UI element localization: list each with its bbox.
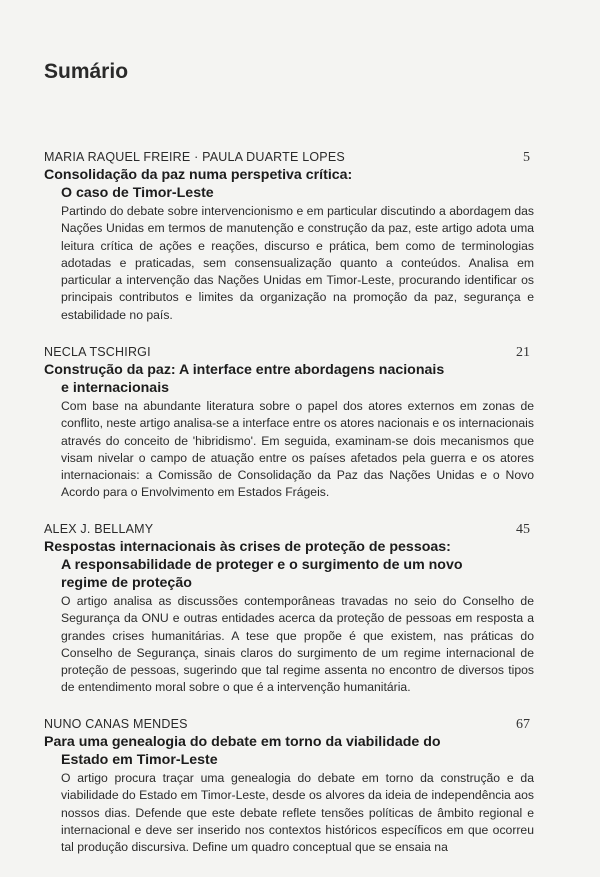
entry-authors: MARIA RAQUEL FREIRE · PAULA DUARTE LOPES — [44, 150, 345, 164]
entry-authors: NECLA TSCHIRGI — [44, 345, 151, 359]
entry-page-number[interactable]: 45 — [516, 522, 530, 537]
entry-subtitle[interactable]: O caso de Timor-Leste — [61, 185, 214, 201]
entry-subtitle[interactable]: Estado em Timor-Leste — [61, 752, 218, 768]
entry-subtitle[interactable]: A responsabilidade de proteger e o surgimento de um novo — [61, 557, 463, 573]
entry-authors: ALEX J. BELLAMY — [44, 522, 154, 536]
entry-page-number[interactable]: 21 — [516, 345, 530, 360]
entry-page-number[interactable]: 5 — [523, 150, 530, 165]
toc-entry — [44, 715, 534, 856]
entry-title[interactable]: Respostas internacionais às crises de proteção de pessoas: — [44, 539, 451, 555]
page-title: Sumário — [44, 60, 129, 83]
entry-abstract: O artigo analisa as discussões contemporâneas travadas no seio do Conselho de Segurança da ONU e outras entidades acerca da proteção de pessoas em resposta a grandes crises humanitárias. A tese que propõe é que existem, nas práticas do Conselho de Segurança, sinais claros do surgimento de um regime internacional de proteção de pessoas, sugerindo que tal regime assenta no encontro de diversos tipos de entendimento moral sobre o que é a intervenção humanitária. — [61, 594, 534, 695]
entry-subtitle[interactable]: e internacionais — [61, 380, 170, 396]
toc-entry — [44, 343, 534, 502]
toc-entry — [44, 520, 534, 697]
toc-entry — [44, 148, 534, 324]
entry-page-number[interactable]: 67 — [516, 717, 530, 732]
entry-abstract: O artigo procura traçar uma genealogia do debate em torno da construção e da viabilidade do Estado em Timor-Leste, desde os alvores da ideia de independência aos nossos dias. Defende que este debate reflete tensões políticas de âmbito regional e internacional e deve ser inserido nos contextos históricos específicos em que ocorreu tal produção discursiva. Define um quadro conceptual que se ensaia na — [61, 771, 534, 855]
entry-abstract: Partindo do debate sobre intervencionismo e em particular discutindo a abordagem das Nações Unidas em termos de manutenção e construção da paz, este artigo adota uma leitura crítica de ações e reações, discurso e prática, bem como de terminologias adotadas e praticadas, sem consensualização quanto a conteúdos. Analisa em particular a intervenção das Nações Unidas em Timor-Leste, procurando identificar os principais contributos e limites da organização na promoção da paz, segurança e estabilidade no país. — [61, 204, 534, 322]
entry-authors: NUNO CANAS MENDES — [44, 717, 188, 731]
entry-title[interactable]: Consolidação da paz numa perspetiva crítica: — [44, 167, 353, 183]
entry-abstract: Com base na abundante literatura sobre o papel dos atores externos em zonas de conflito, neste artigo analisa-se a interface entre os atores nacionais e os internacionais através do conceito de 'hibridismo'. Em seguida, examinam-se dois mecanismos que visam nivelar o campo de atuação entre os países afetados pela guerra e os atores internacionais: a Comissão de Consolidação da Paz das Nações Unidas e o Novo Acordo para o Envolvimento em Estados Frágeis. — [61, 399, 534, 500]
entry-title[interactable]: Para uma genealogia do debate em torno da viabilidade do — [44, 734, 441, 750]
entry-title[interactable]: Construção da paz: A interface entre abordagens nacionais — [44, 362, 445, 378]
entry-subtitle[interactable]: regime de proteção — [61, 575, 192, 591]
